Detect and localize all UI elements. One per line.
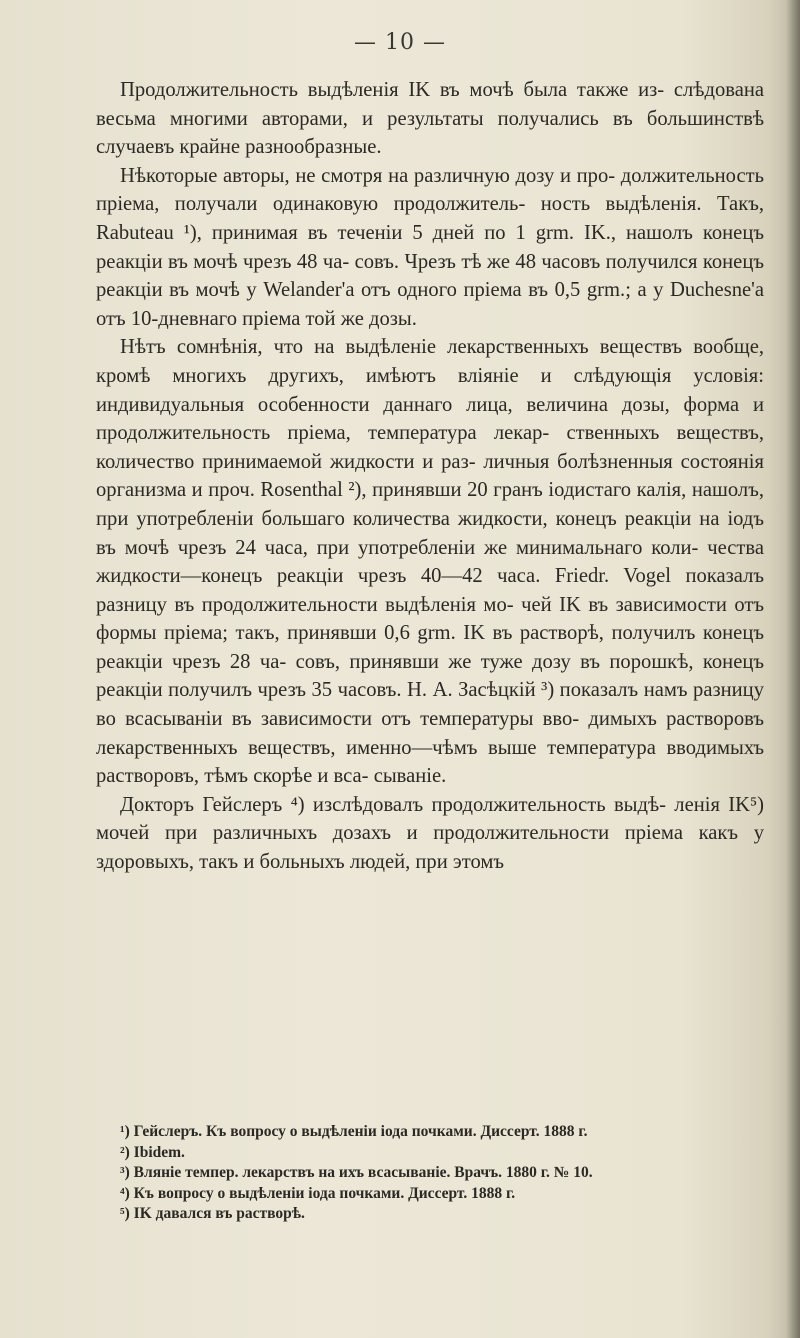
main-text — [96, 76, 764, 877]
paragraph: Продолжительность выдѣленія IK въ мочѣ была также из- слѣдована весьма многими авторами, и результаты получались въ большинствѣ случаевъ крайне разнообразные. — [96, 79, 764, 159]
paragraph: Нѣтъ сомнѣнія, что на выдѣленіе лекарственныхъ веществъ вообще, кромѣ многихъ другихъ, имѣютъ вліяніе и слѣдующія условія: индивидуальныя особенности даннаго лица, величина дозы, форма и продолжительность пріема, температура лекар- ственныхъ веществъ, количество принимаемой жидкости и раз- личныя болѣзненныя состоянія организма и проч. Rosenthal ²), принявши 20 гранъ іодистаго калія, нашолъ, при употребленіи большаго количества жидкости, конецъ реакціи на іодъ въ мочѣ чрезъ 24 часа, при употребленіи же минимальнаго коли- чества жидкости—конецъ реакціи чрезъ 40—42 часа. Friedr. Vogel показалъ разницу въ продолжительности выдѣленія мо- чей IK въ зависимости отъ формы пріема; такъ, принявши 0,6 grm. IK въ растворѣ, получилъ конецъ реакціи чрезъ 28 ча- совъ, принявши же туже дозу въ порошкѣ, конецъ реакціи получилъ чрезъ 35 часовъ. Н. А. Засѣцкій ³) показалъ намъ разницу во всасываніи въ зависимости отъ температуры вво- димыхъ растворовъ лекарственныхъ веществъ, именно—чѣмъ выше температура вводимыхъ растворовъ, тѣмъ скорѣе и вса- сываніе. — [96, 336, 764, 788]
footnote: ¹) Гейслеръ. Къ вопросу о выдѣленіи іода почками. Диссерт. 1888 г. — [120, 1123, 588, 1140]
footnote-separator — [96, 1114, 236, 1115]
paragraph: Нѣкоторые авторы, не смотря на различную дозу и про- должительность пріема, получали одинаковую продолжитель- ность выдѣленія. Такъ, Rabuteau ¹), принимая въ теченіи 5 дней по 1 grm. IK., нашолъ конецъ реакціи въ мочѣ чрезъ 48 ча- совъ. Чрезъ тѣ же 48 часовъ получился конецъ реакціи въ мочѣ у Welander'а отъ одного пріема въ 0,5 grm.; а у Duchesne'а отъ 10-дневнаго пріема той же дозы. — [96, 164, 764, 330]
footnotes — [120, 1122, 760, 1225]
paragraph: Докторъ Гейслеръ ⁴) изслѣдовалъ продолжительность выдѣ- ленія IK⁵) мочей при различныхъ дозахъ и продолжительности пріема какъ у здоровыхъ, такъ и больныхъ людей, при этомъ — [96, 793, 764, 874]
footnote: ⁵) IK давался въ растворѣ. — [120, 1205, 305, 1223]
footnote: ³) Вляніе темпер. лекарствъ на ихъ всасываніе. Врачъ. 1880 г. № 10. — [120, 1164, 593, 1182]
footnote: ²) Ibidem. — [120, 1143, 185, 1161]
page-edge-shadow — [786, 0, 800, 1338]
page-number: — 10 — — [354, 30, 446, 55]
footnote: ⁴) Къ вопросу о выдѣленіи іода почками. Диссерт. 1888 г. — [120, 1184, 516, 1202]
